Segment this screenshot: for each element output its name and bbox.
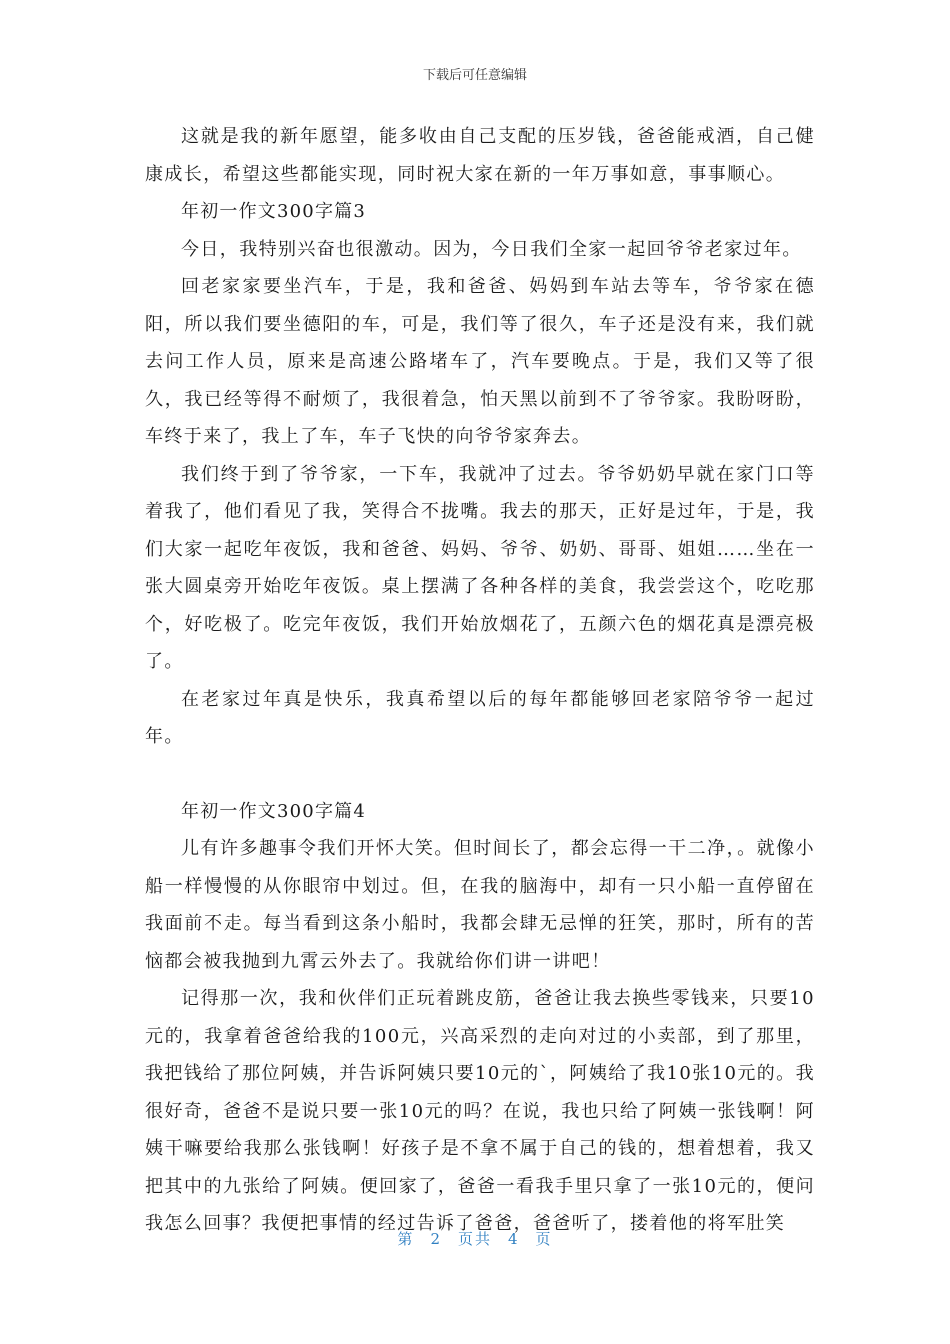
paragraph-6: 儿有许多趣事令我们开怀大笑。但时间长了，都会忘得一干二净，。就像小船一样慢慢的从你眼帘中划过。但，在我的脑海中，却有一只小船一直停留在我面前不走。每当看到这条小船时，我都会肆无忌惮的狂笑，那时，所有的苦恼都会被我抛到九霄云外去了。我就给你们讲一讲吧！: [145, 838, 815, 972]
footer-di: 第: [397, 1230, 415, 1248]
paragraph-7: 记得那一次，我和伙伴们正玩着跳皮筋，爸爸让我去换些零钱来，只要10元的，我拿着爸爸给我的100元，兴高采烈的走向对过的小卖部，到了那里，我把钱给了那位阿姨，并告诉阿姨只要10元的`，阿姨给了我10张10元的。我很好奇，爸爸不是说只要一张10元的吗？在说，我也只给了阿姨一张钱啊！阿姨干嘛要给我那么张钱啊！好孩子是不拿不属于自己的钱的，想着想着，我又把其中的九张给了阿姨。便回家了，爸爸一看我手里只拿了一张10元的，便问我怎么回事？我便把事情的经过告诉了爸爸，爸爸听了，搂着他的将军肚笑: [145, 988, 815, 1234]
paragraph-5: 在老家过年真是快乐，我真希望以后的每年都能够回老家陪爷爷一起过年。: [145, 688, 815, 747]
footer-ye: 页: [535, 1230, 553, 1248]
paragraph-2: 今日，我特别兴奋也很激动。因为，今日我们全家一起回爷爷老家过年。: [181, 238, 802, 260]
document-body: [145, 118, 815, 1243]
spacer: [145, 756, 815, 793]
section-heading-4: 年初一作文300字篇4: [181, 800, 367, 822]
page-footer: [0, 1228, 950, 1249]
section-heading-3: 年初一作文300字篇3: [181, 201, 367, 222]
footer-yegong: 页共: [457, 1230, 492, 1248]
footer-total-pages: 4: [508, 1230, 520, 1248]
footer-page-number: 2: [430, 1230, 442, 1248]
page-header: 下载后可任意编辑: [422, 68, 527, 83]
paragraph-4: 我们终于到了爷爷家，一下车，我就冲了过去。爷爷奶奶早就在家门口等着我了，他们看见了我，笑得合不拢嘴。我去的那天，正好是过年，于是，我们大家一起吃年夜饭，我和爸爸、妈妈、爷爷、奶奶、哥哥、姐姐……坐在一张大圆桌旁开始吃年夜饭。桌上摆满了各种各样的美食，我尝尝这个，吃吃那个，好吃极了。吃完年夜饭，我们开始放烟花了，五颜六色的烟花真是漂亮极了。: [145, 463, 815, 672]
paragraph-3: 回老家家要坐汽车，于是，我和爸爸、妈妈到车站去等车，爷爷家在德阳，所以我们要坐德阳的车，可是，我们等了很久，车子还是没有来，我们就去问工作人员，原来是高速公路堵车了，汽车要晚点。于是，我们又等了很久，我已经等得不耐烦了，我很着急，怕天黑以前到不了爷爷家。我盼呀盼，车终于来了，我上了车，车子飞快的向爷爷家奔去。: [145, 276, 815, 447]
paragraph-1: 这就是我的新年愿望，能多收由自己支配的压岁钱，爸爸能戒酒，自己健康成长，希望这些都能实现，同时祝大家在新的一年万事如意，事事顺心。: [145, 126, 815, 185]
